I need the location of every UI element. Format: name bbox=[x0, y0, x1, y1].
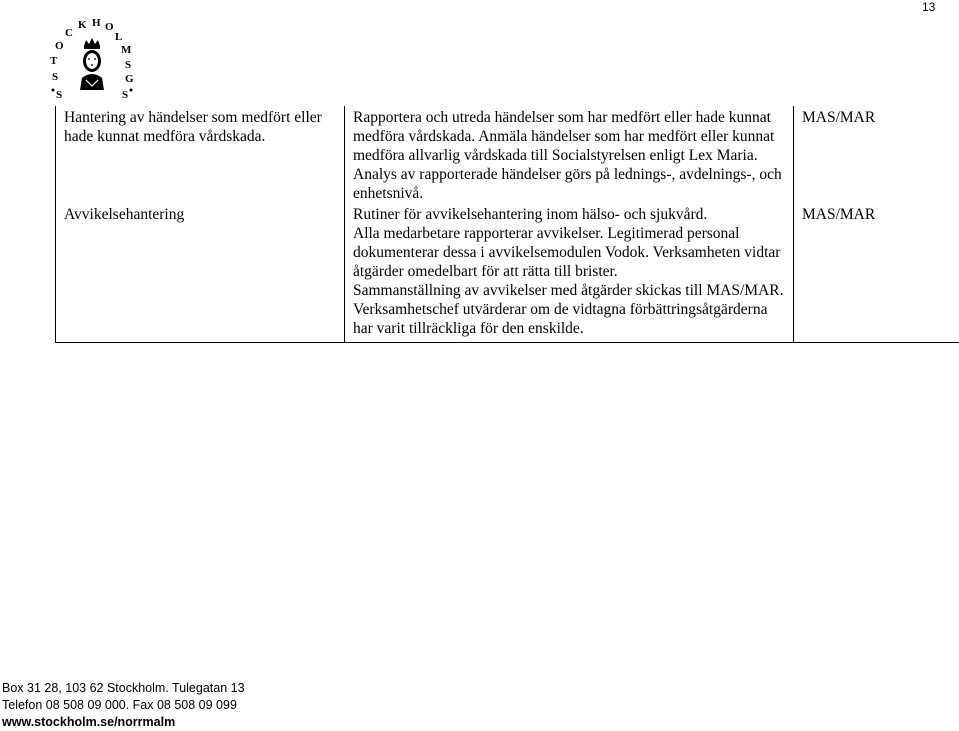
svg-text:S: S bbox=[125, 59, 131, 71]
footer-address: Box 31 28, 103 62 Stockholm. Tulegatan 13 bbox=[2, 680, 245, 697]
description-paragraph: Rapportera och utreda händelser som har medfört eller hade kunnat medföra vårdskada. Anmäla händelser som har medfört eller kunnat medföra allvarlig vårdskada till Socialstyrelsen enligt Lex Maria. Analys av rapporterade händelser görs på lednings-, avdelnings-, och enhetsnivå. bbox=[353, 108, 785, 203]
description-paragraph: Sammanställning av avvikelser med åtgärder skickas till MAS/MAR. Verksamhetschef utvärderar om de vidtagna förbättringsåtgärderna har varit tillräckliga för den enskilde. bbox=[353, 281, 785, 338]
table-row bbox=[56, 106, 959, 203]
svg-text:H: H bbox=[92, 17, 101, 29]
topic-cell: Avvikelsehantering bbox=[56, 203, 345, 343]
footer bbox=[2, 680, 245, 731]
svg-text:T: T bbox=[50, 55, 58, 67]
svg-text:S: S bbox=[122, 89, 128, 100]
svg-text:L: L bbox=[115, 31, 122, 43]
description-paragraph: Alla medarbetare rapporterar avvikelser. Legitimerad personal dokumenterar dessa i avvikelsemodulen Vodok. Verksamheten vidtar åtgärder omedelbart för att rätta till brister. bbox=[353, 224, 785, 281]
svg-text:K: K bbox=[78, 19, 87, 31]
description-cell bbox=[345, 203, 794, 343]
svg-text:O: O bbox=[55, 40, 64, 52]
description-paragraph: Rutiner för avvikelsehantering inom hälso- och sjukvård. bbox=[353, 205, 785, 224]
svg-text:G: G bbox=[125, 73, 134, 85]
table-row bbox=[56, 203, 959, 343]
svg-text:S: S bbox=[52, 71, 58, 83]
stockholm-city-logo bbox=[46, 16, 138, 100]
page-number: 13 bbox=[922, 0, 935, 14]
svg-text:M: M bbox=[121, 44, 132, 56]
svg-text:C: C bbox=[65, 27, 73, 39]
svg-text:O: O bbox=[105, 21, 114, 33]
svg-text:S: S bbox=[56, 89, 62, 100]
responsible-cell: MAS/MAR bbox=[794, 203, 959, 343]
routines-table bbox=[55, 106, 959, 343]
footer-phone: Telefon 08 508 09 000. Fax 08 508 09 099 bbox=[2, 697, 245, 714]
topic-cell: Hantering av händelser som medfört eller hade kunnat medföra vårdskada. bbox=[56, 106, 345, 203]
footer-website-link[interactable]: www.stockholm.se/norrmalm bbox=[2, 714, 245, 731]
description-cell bbox=[345, 106, 794, 203]
responsible-cell: MAS/MAR bbox=[794, 106, 959, 203]
